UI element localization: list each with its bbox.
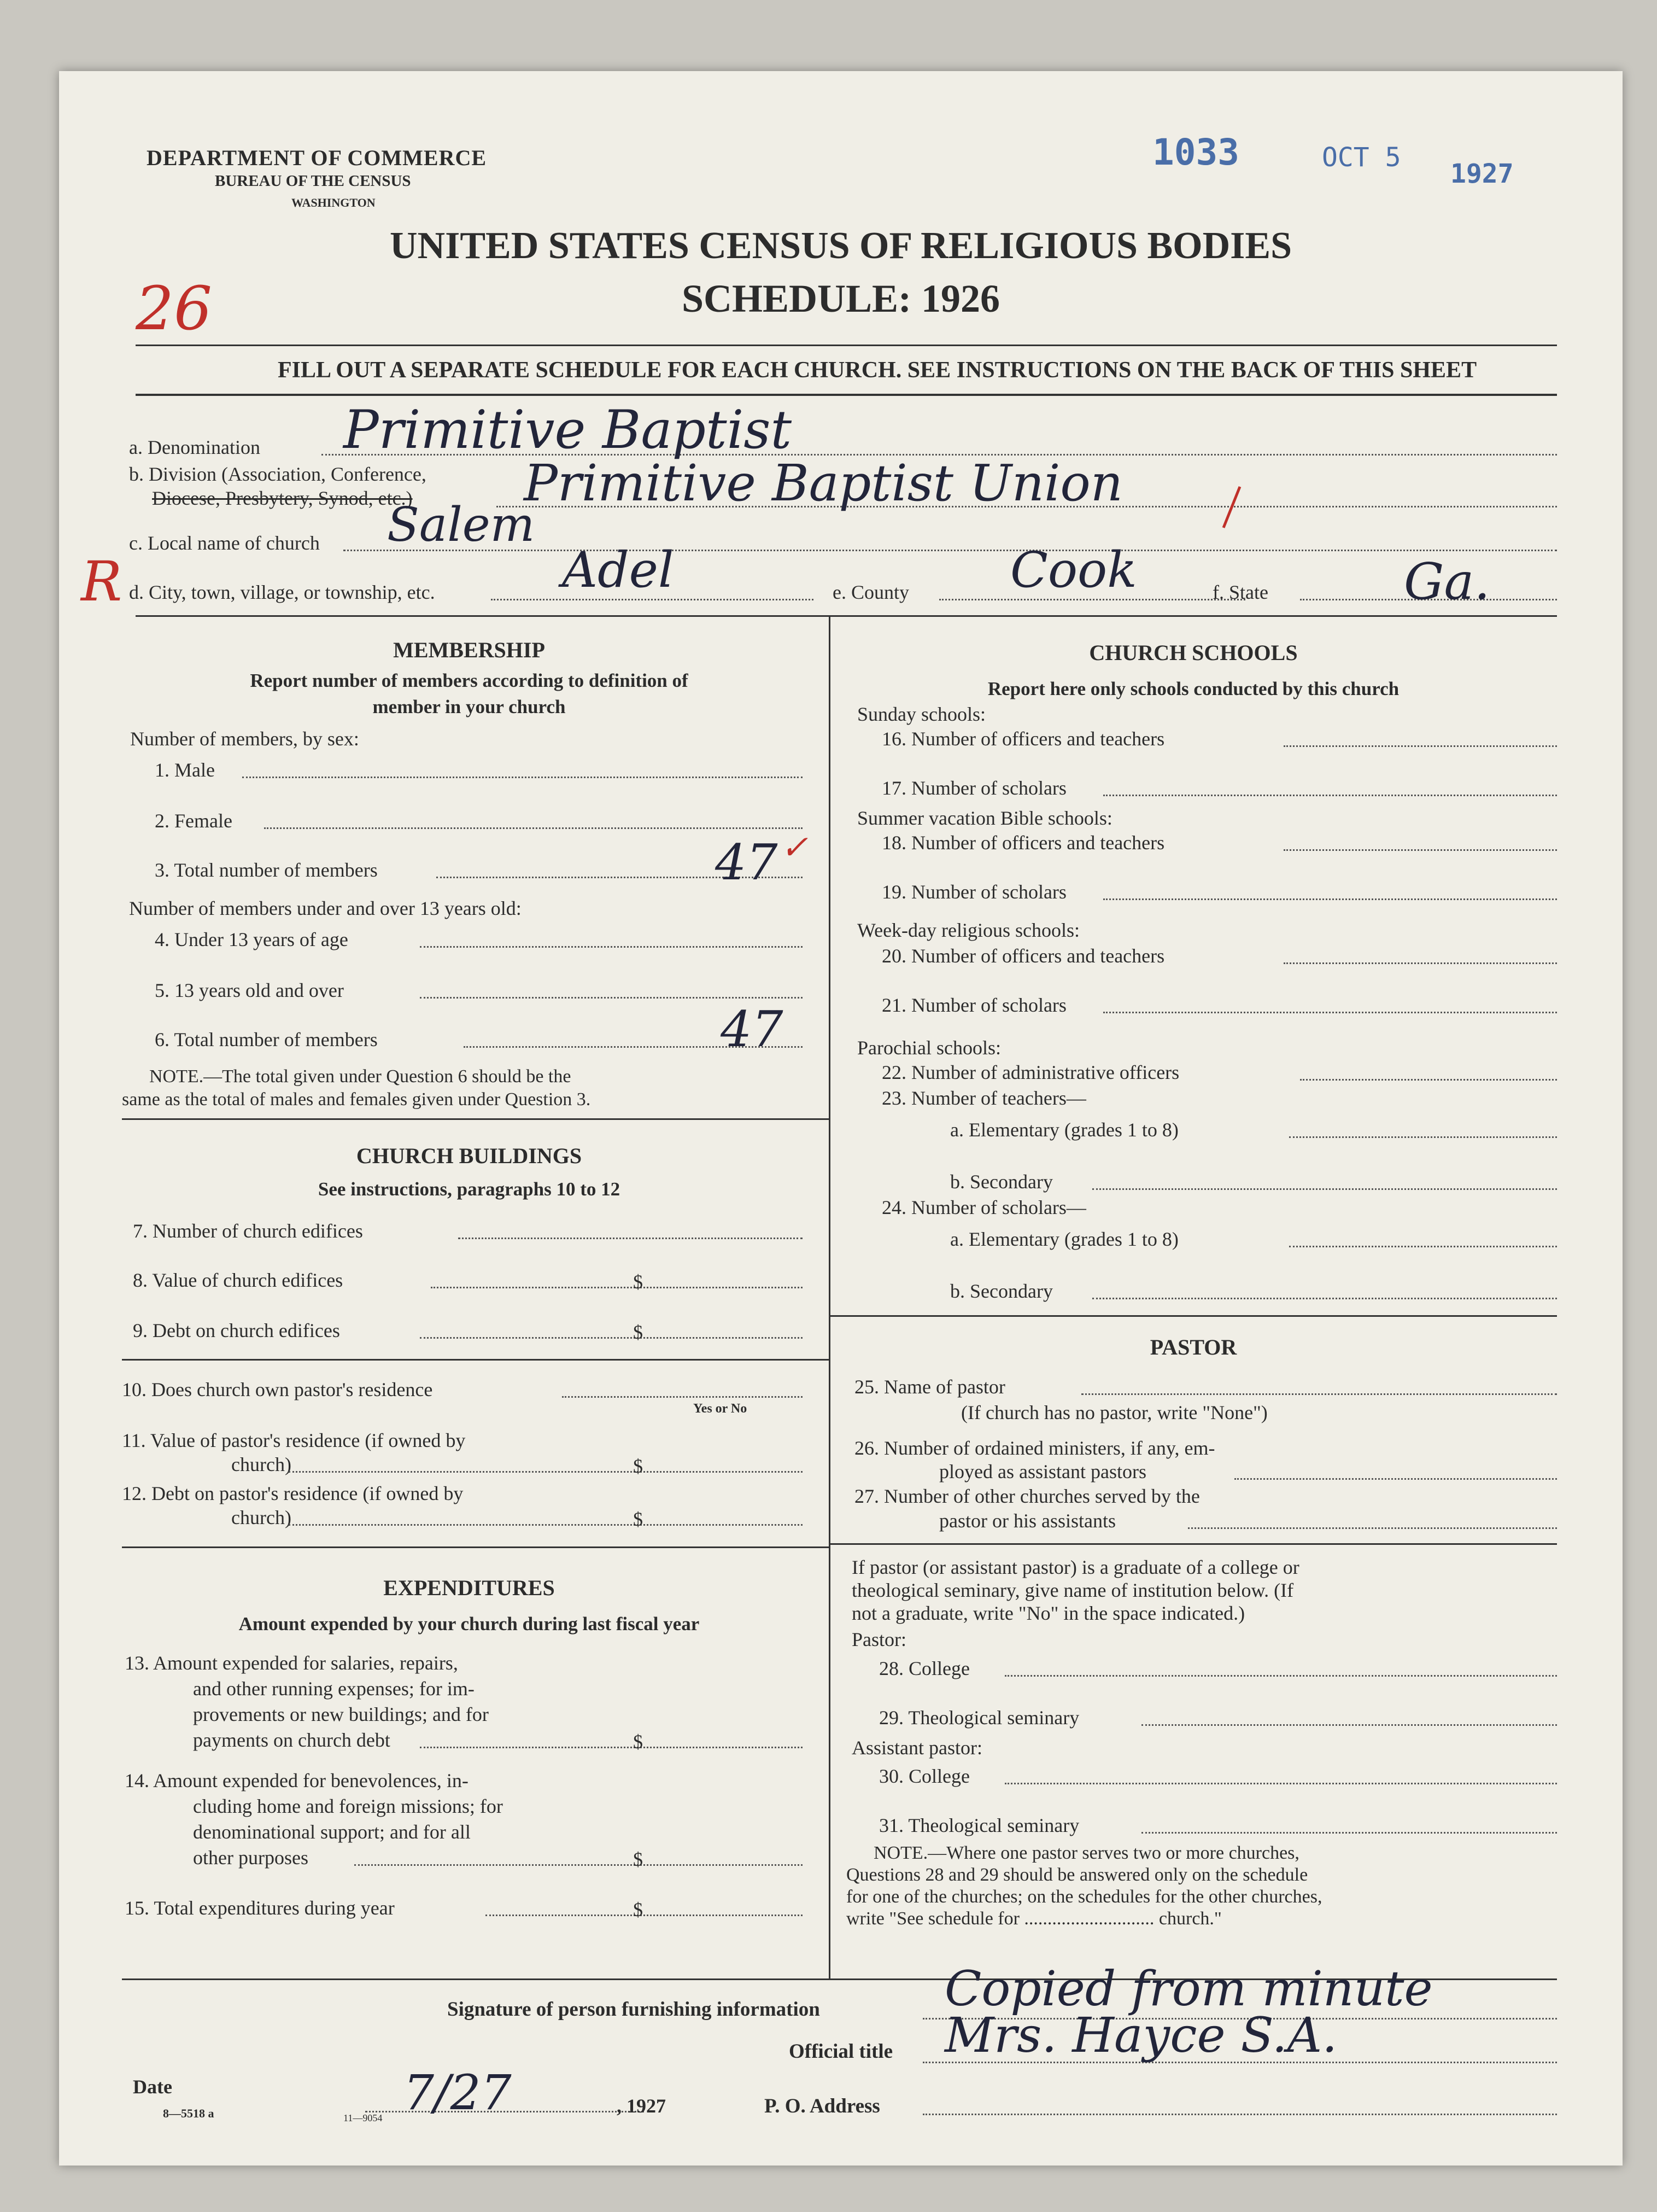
q9-rule — [122, 1359, 829, 1361]
q10-line — [562, 1396, 803, 1398]
form-schedule: SCHEDULE: 1926 — [681, 277, 1000, 320]
q20-line — [1284, 962, 1557, 964]
form-instruction: FILL OUT A SEPARATE SCHEDULE FOR EACH CHURCH. SEE INSTRUCTIONS ON THE BACK OF THIS SHEET — [278, 358, 1477, 383]
graduate-text-1: If pastor (or assistant pastor) is a graduate of a college or — [852, 1556, 1299, 1578]
buildings-title: CHURCH BUILDINGS — [356, 1143, 582, 1168]
q5-over-13-label: 5. 13 years old and over — [155, 979, 344, 1001]
q8-label: 8. Value of church edifices — [133, 1269, 343, 1291]
q23b-label: b. Secondary — [950, 1171, 1053, 1193]
q16-line — [1284, 745, 1557, 747]
q31-label: 31. Theological seminary — [879, 1814, 1080, 1836]
graduate-text-2: theological seminary, give name of institution below. (If — [852, 1579, 1294, 1601]
city-value[interactable]: Adel — [562, 541, 674, 599]
q24a-line — [1289, 1246, 1557, 1247]
q14-label-2: cluding home and foreign missions; for — [193, 1795, 503, 1817]
q24a-label: a. Elementary (grades 1 to 8) — [950, 1228, 1179, 1250]
q9-label: 9. Debt on church edifices — [133, 1320, 340, 1341]
pastor-note-1: NOTE.—Where one pastor serves two or more churches, — [874, 1843, 1299, 1863]
q22-line — [1300, 1079, 1557, 1081]
q25-note: (If church has no pastor, write "None") — [961, 1402, 1268, 1423]
q2-female-label: 2. Female — [155, 810, 232, 832]
city-heading: WASHINGTON — [291, 196, 376, 209]
official-title-value[interactable]: Mrs. Hayce S.A. — [945, 2007, 1338, 2063]
q13-line — [420, 1747, 803, 1748]
pastor-note-4: write "See schedule for ............................ church." — [846, 1908, 1222, 1929]
membership-title: MEMBERSHIP — [393, 638, 545, 662]
stamp-year: 1927 — [1450, 159, 1514, 189]
members-by-age-label: Number of members under and over 13 years old: — [129, 897, 522, 919]
q12-label-2: church) — [231, 1507, 291, 1528]
q23a-label: a. Elementary (grades 1 to 8) — [950, 1119, 1179, 1141]
q30-label: 30. College — [879, 1765, 970, 1787]
q18-label: 18. Number of officers and teachers — [882, 832, 1165, 854]
q21-label: 21. Number of scholars — [882, 994, 1067, 1016]
denomination-label: a. Denomination — [129, 436, 260, 458]
county-label: e. County — [833, 581, 909, 603]
q4-under-13-label: 4. Under 13 years of age — [155, 929, 348, 950]
pastor-rule — [830, 1543, 1557, 1545]
division-label-2: Diocese, Presbytery, Synod, etc.) — [152, 487, 413, 509]
local-name-value[interactable]: Salem — [387, 498, 535, 552]
q14-label-4: other purposes — [193, 1847, 308, 1869]
q6-total-label: 6. Total number of members — [155, 1029, 378, 1050]
q15-label: 15. Total expenditures during year — [125, 1897, 395, 1919]
schools-subtitle: Report here only schools conducted by this church — [987, 678, 1400, 699]
assistant-pastor-label: Assistant pastor: — [852, 1737, 982, 1759]
column-divider — [829, 617, 830, 1978]
pastor-note-2: Questions 28 and 29 should be answered only on the schedule — [846, 1865, 1308, 1885]
summer-schools-label: Summer vacation Bible schools: — [857, 807, 1113, 829]
q25-label: 25. Name of pastor — [854, 1376, 1005, 1398]
official-title-label: Official title — [789, 2040, 893, 2063]
membership-note-2: same as the total of males and females given under Question 3. — [122, 1089, 591, 1110]
q12-label-1: 12. Debt on pastor's residence (if owned by — [122, 1483, 464, 1504]
date-value[interactable]: 7/27 — [403, 2064, 512, 2121]
q8-line — [431, 1287, 803, 1288]
state-label: f. State — [1213, 581, 1268, 603]
q11-line — [289, 1471, 803, 1473]
q27-label-2: pastor or his assistants — [939, 1510, 1116, 1532]
signature-value[interactable]: Copied from minute — [945, 1960, 1433, 2017]
q25-line — [1081, 1393, 1557, 1395]
q13-label-1: 13. Amount expended for salaries, repairs, — [125, 1652, 458, 1674]
q27-label-1: 27. Number of other churches served by the — [854, 1485, 1200, 1507]
q26-label-1: 26. Number of ordained ministers, if any, em- — [854, 1437, 1215, 1459]
q14-dollar: $ — [633, 1848, 643, 1870]
q31-line — [1141, 1832, 1557, 1834]
sunday-schools-label: Sunday schools: — [857, 703, 986, 725]
stamp-date: OCT 5 — [1322, 142, 1401, 173]
expenditures-title: EXPENDITURES — [383, 1575, 555, 1600]
department-heading: DEPARTMENT OF COMMERCE — [147, 145, 487, 170]
q24-label: 24. Number of scholars— — [882, 1197, 1086, 1218]
graduate-text-3: not a graduate, write "No" in the space indicated.) — [852, 1602, 1245, 1624]
expenditures-subtitle: Amount expended by your church during last fiscal year — [238, 1613, 700, 1635]
q29-line — [1141, 1724, 1557, 1726]
signature-label: Signature of person furnishing information — [447, 1998, 820, 2021]
q1-male-label: 1. Male — [155, 759, 215, 781]
po-address-label: P. O. Address — [764, 2095, 880, 2117]
membership-subtitle-1: Report number of members according to definition of — [250, 670, 688, 691]
q2-line — [264, 827, 803, 829]
q23-label: 23. Number of teachers— — [882, 1087, 1086, 1109]
schools-title: CHURCH SCHOOLS — [1089, 640, 1298, 665]
date-label: Date — [133, 2076, 172, 2098]
members-by-sex-label: Number of members, by sex: — [130, 728, 359, 750]
q26-label-2: ployed as assistant pastors — [939, 1461, 1146, 1483]
q14-label-3: denominational support; and for all — [193, 1821, 471, 1843]
bureau-heading: BUREAU OF THE CENSUS — [215, 172, 411, 190]
division-label: b. Division (Association, Conference, — [129, 463, 426, 485]
q12-dollar: $ — [633, 1508, 643, 1530]
margin-number: 26 — [136, 273, 212, 343]
weekday-schools-label: Week-day religious schools: — [857, 919, 1080, 941]
q20-label: 20. Number of officers and teachers — [882, 945, 1165, 967]
q7-label: 7. Number of church edifices — [133, 1220, 363, 1242]
q3-total-label: 3. Total number of members — [155, 859, 378, 881]
q24b-line — [1092, 1298, 1557, 1299]
q13-label-4: payments on church debt — [193, 1729, 390, 1751]
q4-line — [420, 946, 803, 948]
q9-dollar: $ — [633, 1321, 643, 1343]
print-number: 11—9054 — [343, 2112, 383, 2123]
q6-total-value[interactable]: 47 — [721, 1001, 783, 1058]
q10-label: 10. Does church own pastor's residence — [122, 1379, 433, 1400]
q30-line — [1005, 1783, 1557, 1784]
q29-label: 29. Theological seminary — [879, 1707, 1080, 1729]
q18-line — [1284, 849, 1557, 851]
q22-label: 22. Number of administrative officers — [882, 1061, 1180, 1083]
check-mark: ✓ — [781, 828, 809, 867]
q16-label: 16. Number of officers and teachers — [882, 728, 1165, 750]
q8-dollar: $ — [633, 1271, 643, 1293]
red-pen-marks — [59, 71, 1623, 618]
stamp-number: 1033 — [1152, 131, 1239, 173]
q19-line — [1103, 898, 1557, 900]
pastor-title: PASTOR — [1150, 1335, 1237, 1359]
buildings-subtitle: See instructions, paragraphs 10 to 12 — [318, 1178, 620, 1200]
q1-line — [242, 777, 803, 778]
q24b-label: b. Secondary — [950, 1280, 1053, 1302]
po-address-line — [923, 2114, 1557, 2115]
q23b-line — [1092, 1188, 1557, 1190]
q7-line — [458, 1238, 803, 1239]
q14-label-1: 14. Amount expended for benevolences, in- — [125, 1770, 469, 1791]
buildings-rule — [122, 1546, 829, 1548]
division-value[interactable]: Primitive Baptist Union — [524, 454, 1123, 512]
q3-total-value[interactable]: 47 — [715, 834, 778, 891]
form-number: 8—5518 a — [163, 2106, 214, 2120]
pastor-label: Pastor: — [852, 1629, 907, 1650]
q26-line — [1234, 1478, 1557, 1480]
pastor-note-3: for one of the churches; on the schedules for the other churches, — [846, 1887, 1322, 1907]
parochial-schools-label: Parochial schools: — [857, 1037, 1001, 1059]
schools-rule — [830, 1315, 1557, 1317]
q11-dollar: $ — [633, 1455, 643, 1477]
q21-line — [1103, 1012, 1557, 1013]
date-year: , 1927 — [617, 2095, 666, 2117]
membership-note-1: NOTE.—The total given under Question 6 should be the — [149, 1066, 571, 1087]
membership-rule — [122, 1118, 829, 1120]
q15-dollar: $ — [633, 1899, 643, 1921]
q13-label-3: provements or new buildings; and for — [193, 1703, 489, 1725]
q11-label-2: church) — [231, 1454, 291, 1475]
denomination-value[interactable]: Primitive Baptist — [343, 399, 792, 460]
local-name-label: c. Local name of church — [129, 532, 320, 554]
q27-line — [1188, 1527, 1557, 1529]
q19-label: 19. Number of scholars — [882, 881, 1067, 903]
q12-line — [289, 1524, 803, 1526]
q17-line — [1103, 795, 1557, 796]
q9-line — [420, 1337, 803, 1339]
margin-mark: R — [81, 550, 122, 614]
q13-dollar: $ — [633, 1731, 643, 1753]
q28-label: 28. College — [879, 1657, 970, 1679]
state-value[interactable]: Ga. — [1404, 552, 1490, 611]
city-label: d. City, town, village, or township, etc. — [129, 581, 435, 603]
q14-line — [354, 1864, 803, 1866]
q5-line — [420, 997, 803, 999]
membership-subtitle-2: member in your church — [372, 696, 566, 717]
q15-line — [485, 1915, 803, 1916]
county-value[interactable]: Cook — [1010, 541, 1137, 599]
yes-no-hint: Yes or No — [693, 1402, 747, 1416]
q17-label: 17. Number of scholars — [882, 777, 1067, 799]
q11-label-1: 11. Value of pastor's residence (if owned by — [122, 1429, 466, 1451]
q28-line — [1005, 1675, 1557, 1677]
form-title: UNITED STATES CENSUS OF RELIGIOUS BODIES — [389, 225, 1292, 267]
q23a-line — [1289, 1136, 1557, 1138]
q13-label-2: and other running expenses; for im- — [193, 1678, 475, 1700]
census-schedule-form — [59, 71, 1623, 2166]
